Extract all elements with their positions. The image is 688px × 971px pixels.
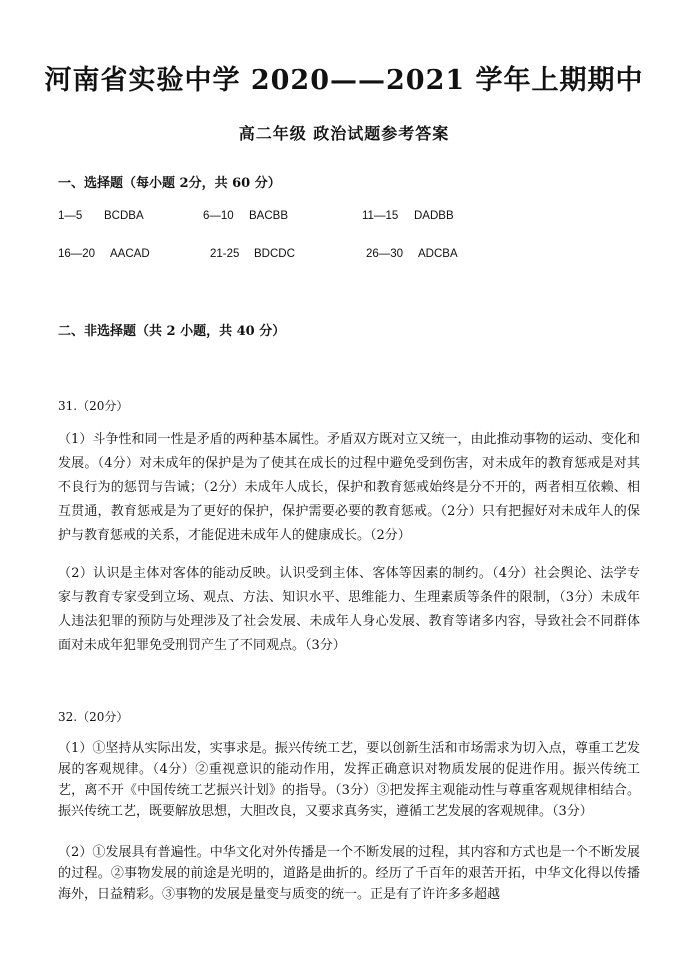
section1-heading: 一、选择题（每小题 2分，共 60 分） [58, 176, 281, 191]
answer-group [203, 210, 288, 222]
document-subtitle: 高二年级 政治试题参考答案 [238, 124, 450, 143]
answer-range: 11—15 [362, 210, 399, 222]
answer-group [210, 248, 295, 260]
answer-range: 1—5 [58, 210, 83, 222]
answer-range: 16—20 [58, 248, 96, 260]
answer-key: BCDBA [104, 210, 144, 222]
answer-range: 21-25 [210, 248, 240, 260]
answer-group [58, 248, 150, 260]
question-32-part2: （2）①发展具有普遍性。中华文化对外传播是一个不断发展的过程，其内容和方式也是一个不断发展的过程。②事物发展的前途是光明的，道路是曲折的。经历了千百年的艰苦开拓，中华文化得以传播海外，日益精彩。③事物的发展是量变与质变的统一。正是有了许许多多超越 [58, 845, 640, 902]
answer-key: AACAD [110, 248, 150, 260]
question-31-part1: （1）斗争性和同一性是矛盾的两种基本属性。矛盾双方既对立又统一，由此推动事物的运动、变化和发展。（4分）对未成年的保护是为了使其在成长的过程中避免受到伤害，对未成年的教育惩戒是对其不良行为的惩罚与告诫；（2分）未成年人成长，保护和教育惩戒始终是分不开的，两者相互依赖、相互贯通，教育惩戒是为了更好的保护，保护需要必要的教育惩戒。（2分）只有把握好对未成年人的保护与教育惩戒的关系，才能促进未成年人的健康成长。（2分） [58, 432, 640, 543]
answer-range: 26—30 [366, 248, 404, 260]
answer-key: BDCDC [254, 248, 295, 260]
answer-group [366, 248, 458, 260]
answer-key: ADCBA [418, 248, 458, 260]
question-32-label: 32.（20分） [58, 710, 129, 724]
answer-key: DADBB [414, 210, 454, 222]
answer-group [58, 210, 144, 222]
answer-group [362, 210, 454, 222]
answer-range: 6—10 [203, 210, 234, 222]
question-31-part2: （2）认识是主体对客体的能动反映。认识受到主体、客体等因素的制约。（4分）社会舆论、法学专家与教育专家受到立场、观点、方法、知识水平、思维能力、生理素质等条件的限制，（3分）未成年人违法犯罪的预防与处理涉及了社会发展、未成年人身心发展、教育等诸多内容，导致社会不同群体面对未成年犯罪免受刑罚产生了不同观点。（3分） [58, 566, 640, 653]
question-31-label: 31.（20分） [58, 399, 129, 413]
document-title: 河南省实验中学 2020——2021 学年上期期中 [44, 65, 644, 96]
question-32-part1: （1）①坚持从实际出发，实事求是。振兴传统工艺，要以创新生活和市场需求为切入点，尊重工艺发展的客观规律。（4分）②重视意识的能动作用，发挥正确意识对物质发展的促进作用。振兴传统工艺，离不开《中国传统工艺振兴计划》的指导。（3分）③把发挥主观能动性与尊重客观规律相结合。振兴传统工艺，既要解放思想，大胆改良，又要求真务实，遵循工艺发展的客观规律。（3分） [58, 741, 640, 819]
answer-key: BACBB [249, 210, 288, 222]
section2-heading: 二、非选择题（共 2 小题，共 40 分） [58, 324, 286, 339]
